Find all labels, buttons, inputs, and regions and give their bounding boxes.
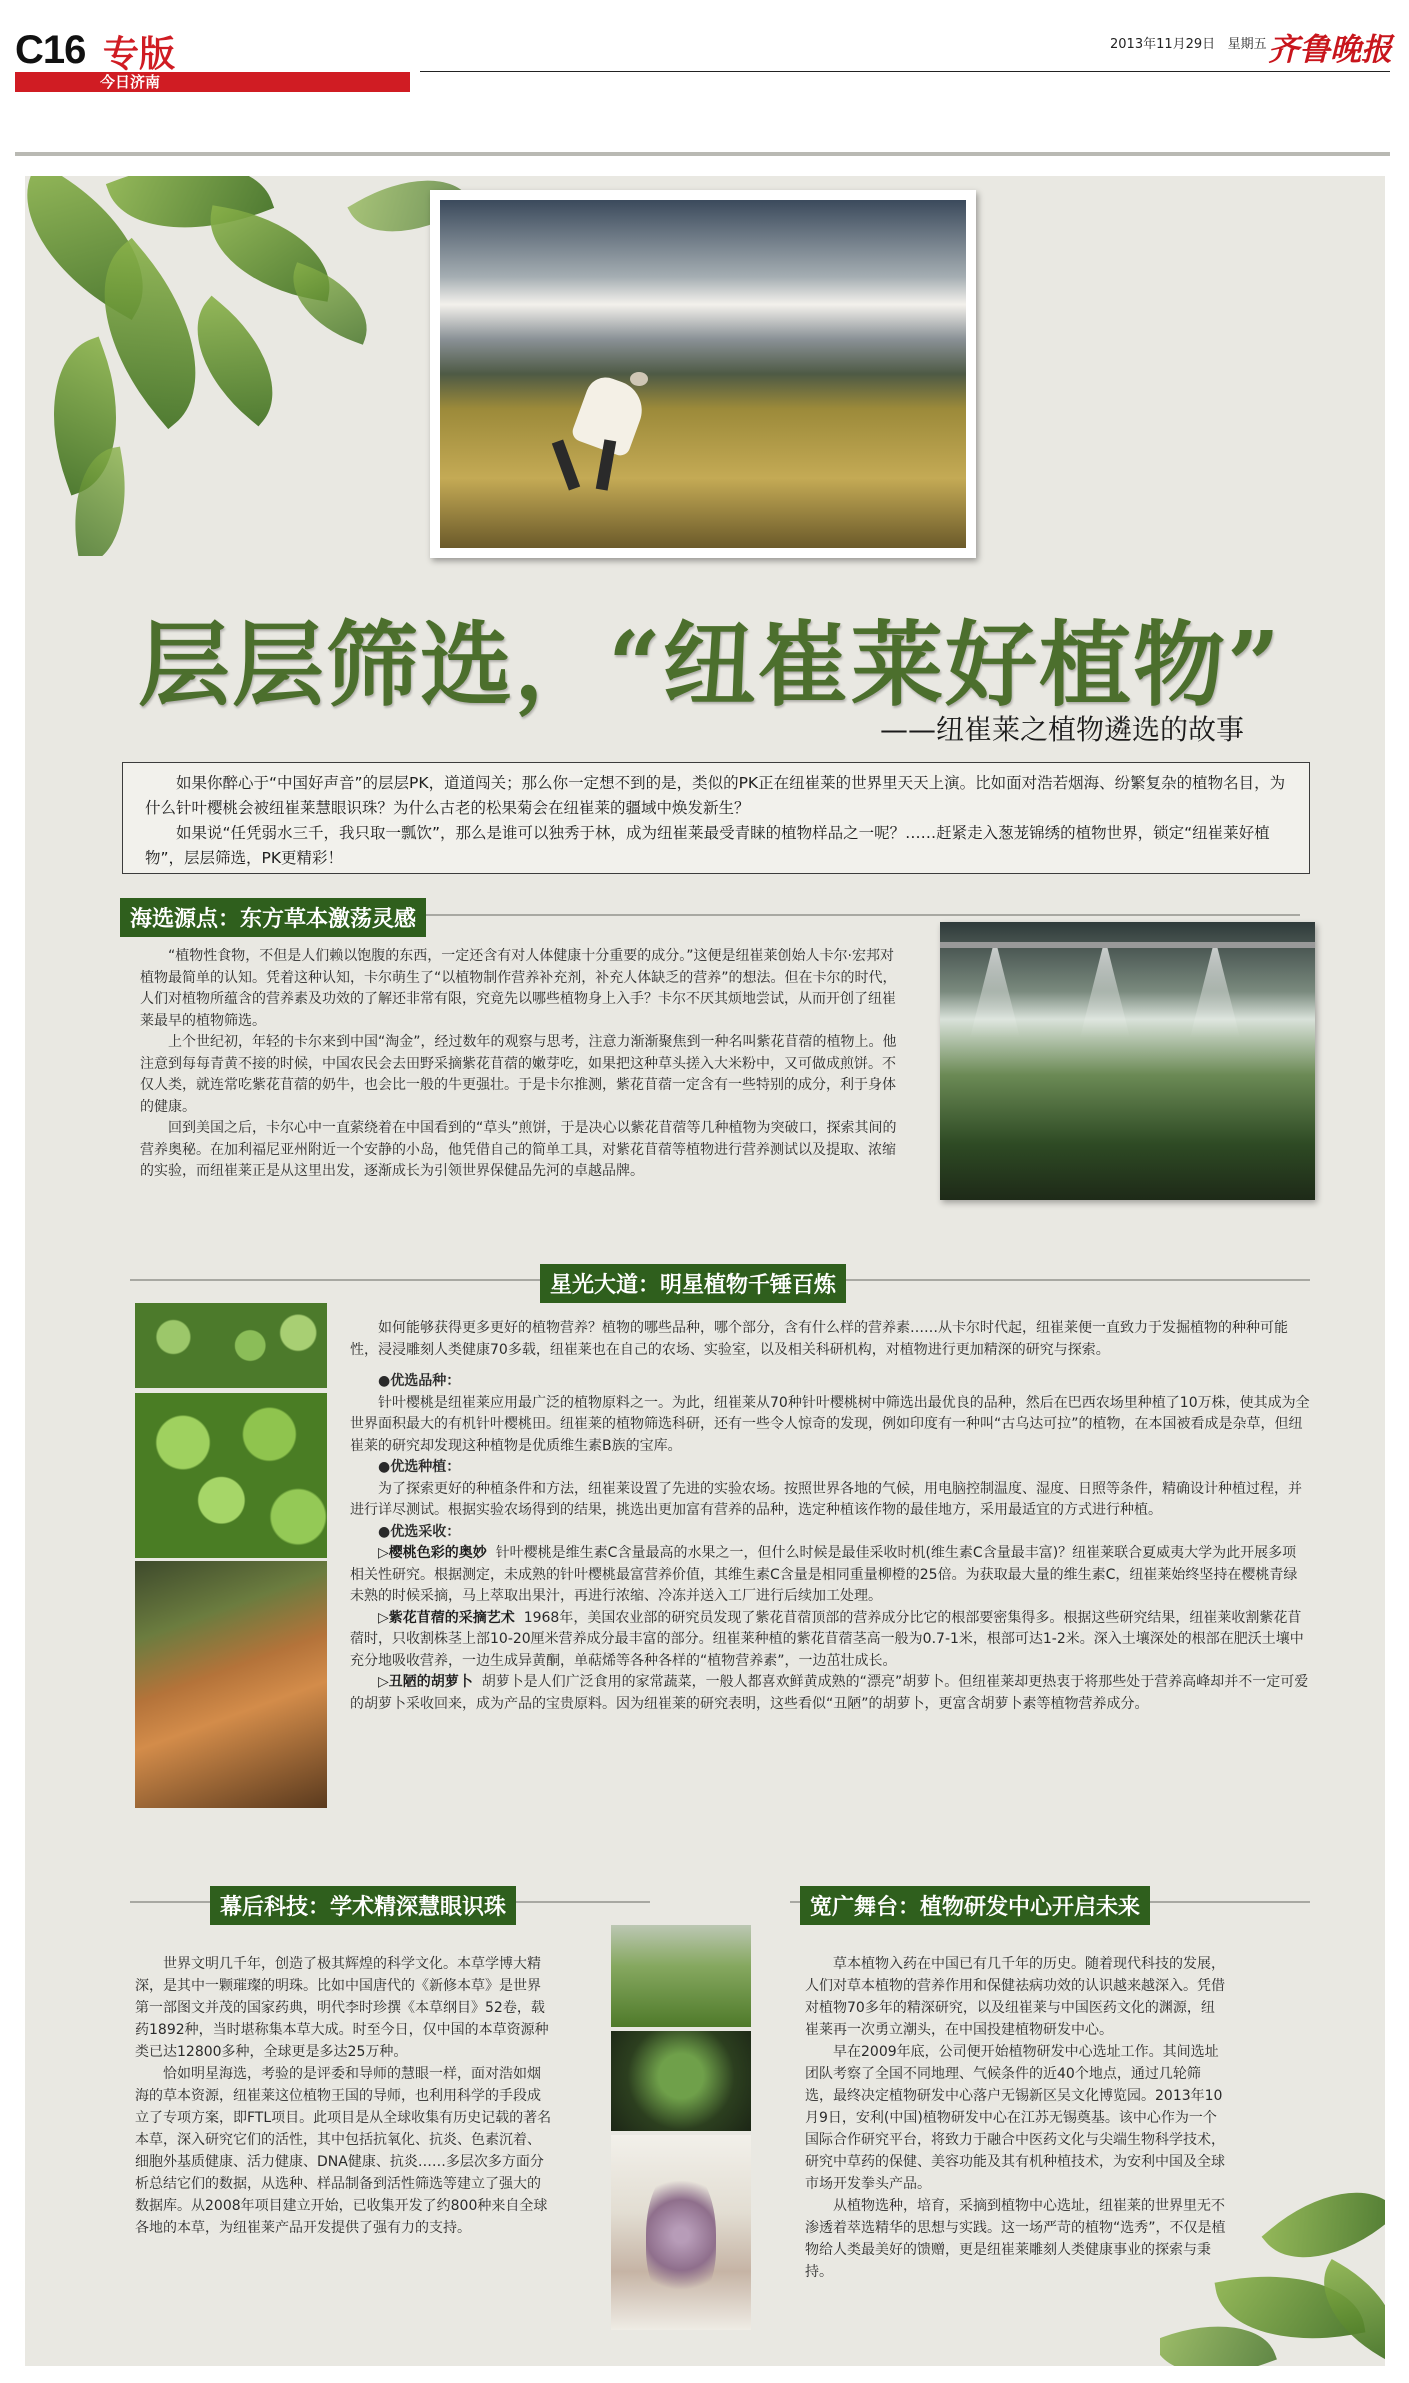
harvest-label-alfalfa: ▷紫花苜蓿的采摘艺术	[378, 1609, 515, 1626]
pinecone-flower-photo	[611, 2135, 751, 2330]
header-rule	[420, 71, 1390, 72]
harvest-label-cherry: ▷樱桃色彩的奥妙	[378, 1545, 487, 1561]
paragraph: 如何能够获得更多更好的植物营养？植物的哪些品种，哪个部分，含有什么样的营养素……从卡尔时代起，纽崔莱便一直致力于发掘植物的种种可能性，浸浸雕刻人类健康70多载，纽崔莱也在自己的农场、实验室，以及相关科研机构，对植物进行更加精深的研究与探索。	[350, 1320, 1288, 1358]
section-heading-2: 星光大道：明星植物千锤百炼	[540, 1264, 846, 1303]
photo-column-middle	[611, 1925, 751, 2330]
paragraph: 回到美国之后，卡尔心中一直萦绕着在中国看到的“草头”煎饼，于是决心以紫花苜蓿等几种植物为突破口，探索其间的营养奥秘。在加利福尼亚州附近一个安静的小岛，他凭借自己的简单工具，对紫花苜蓿等植物进行营养测试以及提取、浓缩的实验，而纽崔莱正是从这里出发，逐渐成长为引领世界保健品先河的卓越品牌。	[140, 1120, 897, 1179]
paragraph: 从植物选种，培育，采摘到植物中心选址，纽崔莱的世界里无不渗透着萃选精华的思想与实践。这一场严苛的植物“选秀”，不仅是植物给人类最美好的馈赠，更是纽崔莱雕刻人类健康事业的探索与秉持。	[805, 2198, 1226, 2280]
intro-paragraph: 如果说“任凭弱水三千，我只取一瓢饮”，那么是谁可以独秀于林，成为纽崔莱最受青睐的植物样品之一呢？……赶紧走入葱茏锦绣的植物世界，锁定“纽崔莱好植物”，层层筛选，PK更精彩！	[145, 824, 1270, 867]
greenhouse-photo	[940, 922, 1315, 1200]
article-title: 层层筛选，“纽崔莱好植物”	[138, 611, 1282, 719]
paragraph: 早在2009年底，公司便开始植物研发中心选址工作。其间选址团队考察了全国不同地理、气候条件的近40个地点，通过几轮筛选，最终决定植物研发中心落户无锡新区吴文化博览园。2013年10月9日，安利(中国)植物研发中心在江苏无锡奠基。该中心作为一个国际合作研究平台，将致力于融合中医药文化与尖端生物科学技术，研究中草药的保健、美容功能及其有机种植技术，为安利中国及全球市场开发拳头产品。	[805, 2044, 1225, 2192]
paragraph: ▷丑陋的胡萝卜 胡萝卜是人们广泛食用的家常蔬菜，一般人都喜欢鲜黄成熟的“漂亮”胡萝卜。但纽崔莱却更热衷于将那些处于营养高峰却并不一定可爱的胡萝卜采收回来，成为产品的宝贵原料。因为纽崔莱的研究表明，这些看似“丑陋”的胡萝卜，更富含胡萝卜素等植物营养成分。	[350, 1674, 1309, 1712]
section-heading-4: 宽广舞台：植物研发中心开启未来	[800, 1886, 1150, 1925]
leaf-decoration-bottomright	[1160, 2160, 1385, 2366]
paragraph: 恰如明星海选，考验的是评委和导师的慧眼一样，面对浩如烟海的草本资源，纽崔莱这位植物王国的导师，也利用科学的手段成立了专项方案，即FTL项目。此项目是从全球收集有历史记载的著名本草，深入研究它们的活性，其中包括抗氧化、抗炎、色素沉着、细胞外基质健康、活力健康、DNA健康、抗炎……多层次多方面分析总结它们的数据，从选种、样品制备到活性筛选等建立了强大的数据库。从2008年项目建立开始，已收集开发了约800种来自全球各地的本草，为纽崔莱产品开发提供了强有力的支持。	[135, 2066, 552, 2236]
intro-box	[122, 762, 1310, 874]
carrots-photo	[135, 1561, 327, 1808]
herb-field-photo	[611, 1925, 751, 2027]
newspaper-logo: 齐鲁晚报	[1268, 32, 1392, 68]
section-heading-1: 海选源点：东方草本激荡灵感	[120, 898, 426, 937]
issue-date: 2013年11月29日 星期五	[1110, 37, 1267, 52]
hero-photo-frame	[430, 190, 976, 558]
page-divider	[15, 152, 1390, 156]
bullet-title-planting: ●优选种植：	[378, 1459, 461, 1475]
weekday: 星期五	[1227, 37, 1267, 52]
paragraph: 世界文明几千年，创造了极其辉煌的科学文化。本草学博大精深，是其中一颗璀璨的明珠。比如中国唐代的《新修本草》是世界第一部图文并茂的国家药典，明代李时珍撰《本草纲目》52卷，载药1892种，当时堪称集本草大成。时至今日，仅中国的本草资源种类已达12800多种，全球更是多达25万种。	[135, 1956, 549, 2060]
harvest-label-carrot: ▷丑陋的胡萝卜	[378, 1674, 473, 1690]
bullet-title-harvest: ●优选采收：	[378, 1523, 461, 1540]
bullet-title-variety: ●优选品种：	[378, 1373, 461, 1389]
paragraph: 上个世纪初，年轻的卡尔来到中国“淘金”，经过数年的观察与思考，注意力渐渐聚焦到一种名叫紫花苜蓿的植物上。他注意到每每青黄不接的时候，中国农民会去田野采摘紫花苜蓿的嫩芽吃，如果把这种草头搓入大米粉中，又可做成煎饼。不仅人类，就连常吃紫花苜蓿的奶牛，也会比一般的牛更强壮。于是卡尔推测，紫花苜蓿一定含有一些特别的成分，利于身体的健康。	[140, 1034, 897, 1115]
section-1-body	[140, 946, 900, 1183]
paragraph: ▷紫花苜蓿的采摘艺术 1968年，美国农业部的研究员发现了紫花苜蓿顶部的营养成分比它的根部要密集得多。根据这些研究结果，纽崔莱收割紫花苜蓿时，只收割株茎上部10-20厘米营养成分最丰富的部分。纽崔莱种植的紫花苜蓿茎高一般为0.7-1米，根部可达1-2米。深入土壤深处的根部在肥沃土壤中充分地吸收营养，一边生成异黄酮，单萜烯等各种各样的“植物营养素”，一边茁壮成长。	[350, 1609, 1304, 1669]
section-name: 专版	[103, 34, 176, 75]
page-number: C16	[15, 28, 86, 72]
paragraph: 针叶樱桃是纽崔莱应用最广泛的植物原料之一。为此，纽崔莱从70种针叶樱桃树中筛选出最优良的品种，然后在巴西农场里种植了10万株，使其成为全世界面积最大的有机针叶樱桃田。纽崔莱的植物筛选科研，还有一些令人惊奇的发现，例如印度有一种叫“古乌达可拉”的植物，在本国被看成是杂草，但纽崔莱的研究却发现这种植物是优质维生素B族的宝库。	[350, 1394, 1310, 1454]
section-2-body	[350, 1318, 1310, 1715]
hero-photo-field-worker	[440, 200, 966, 548]
paragraph: “植物性食物，不但是人们赖以饱腹的东西，一定还含有对人体健康十分重要的成分。”这便是纽崔莱创始人卡尔·宏邦对植物最简单的认知。凭着这种认知，卡尔萌生了“以植物制作营养补充剂，补充人体缺乏的营养”的想法。但在卡尔的时代，人们对植物所蕴含的营养素及功效的了解还非常有限，究竟先以哪些植物身上入手？卡尔不厌其烦地尝试，从而开创了纽崔莱最早的植物筛选。	[140, 948, 897, 1029]
photo-column-left	[135, 1303, 327, 1808]
section-heading-3: 幕后科技：学术精深慧眼识珠	[210, 1886, 516, 1925]
green-fruit-photo	[135, 1393, 327, 1558]
seedling-photo	[611, 2031, 751, 2131]
section-3-body	[135, 1953, 553, 2239]
paragraph: 为了探索更好的种植条件和方法，纽崔莱设置了先进的实验农场。按照世界各地的气候，用电脑控制温度、湿度、日照等条件，精确设计种植过程，并进行详尽测试。根据实验农场得到的结果，挑选出更加富有营养的品种，选定种植该作物的最佳地方，采用最适宜的方式进行种植。	[350, 1480, 1302, 1518]
paragraph: ▷樱桃色彩的奥妙 针叶樱桃是维生素C含量最高的水果之一，但什么时候是最佳采收时机(维生素C含量最丰富)？纽崔莱联合夏威夷大学为此开展多项相关性研究。根据测定，未成熟的针叶樱桃最富营养价值，其维生素C含量是相同重量柳橙的25倍。为获取最大量的维生素C，纽崔莱始终坚持在樱桃青绿未熟的时候采摘，马上萃取出果汁，再进行浓缩、冷冻并送入工厂进行后续加工处理。	[350, 1545, 1298, 1604]
article-subtitle: ——纽崔莱之植物遴选的故事	[880, 713, 1245, 746]
section-bar	[15, 72, 410, 92]
intro-paragraph: 如果你醉心于“中国好声音”的层层PK，道道闯关；那么你一定想不到的是，类似的PK正在纽崔莱的世界里天天上演。比如面对浩若烟海、纷繁复杂的植物名目，为什么针叶樱桃会被纽崔莱慧眼识珠？为什么古老的松果菊会在纽崔莱的疆域中焕发新生？	[145, 774, 1286, 817]
subsection-name: 今日济南	[100, 73, 161, 91]
paragraph: 草本植物入药在中国已有几千年的历史。随着现代科技的发展，人们对草本植物的营养作用和保健祛病功效的认识越来越深入。凭借对植物70多年的精深研究，以及纽崔莱与中国医药文化的渊源，纽崔莱再一次勇立潮头，在中国投建植物研发中心。	[805, 1956, 1225, 2038]
acerola-cherries-photo	[135, 1303, 327, 1388]
